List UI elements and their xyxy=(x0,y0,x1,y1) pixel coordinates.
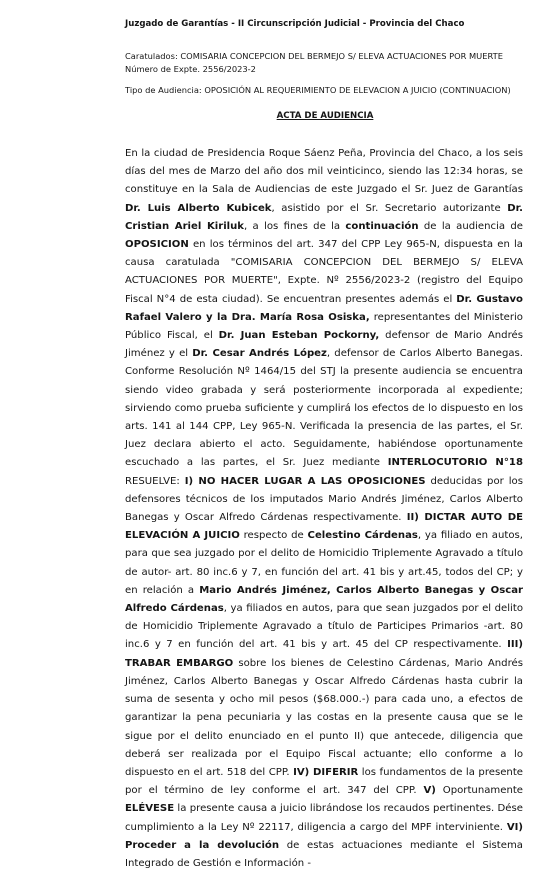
text-run: Oportunamente xyxy=(435,785,524,797)
text-run: sobre los bienes de Celestino Cárdenas, Mario Andrés Jiménez, Carlos Alberto Banegas y Oscar Alfredo Cárdenas hasta cubrir la suma de sesenta y ocho mil pesos ($68.000.-) para cada uno, a efectos de garantizar la pena pecuniaria y las costas en la presente causa que se le sigue por el delito enunciado en el punto II) que antecede, diligencia que deberá ser realizada por el Equipo Fiscal actuante; ello conforme a lo dispuesto en el art. 518 del CPP. xyxy=(125,657,523,778)
document-body xyxy=(125,145,523,873)
bold-text-run: Dr. Gustavo Rafael Valero y la Dra. María Rosa Osiska, xyxy=(125,293,523,323)
text-run: representantes del Ministerio Público Fiscal, el xyxy=(125,311,523,342)
bold-text-run: Dr. Juan Esteban Pockorny, xyxy=(218,330,380,342)
expediente-line: Número de Expte. 2556/2023-2 xyxy=(125,64,256,74)
bold-text-run: II) DICTAR AUTO DE ELEVACIÓN A JUICIO xyxy=(125,512,523,542)
bold-text-run: III) TRABAR EMBARGO xyxy=(125,639,523,669)
bold-text-run: IV) DIFERIR xyxy=(293,766,359,778)
bold-text-run: ELÉVESE xyxy=(125,803,175,815)
text-run: , a los fines de la xyxy=(244,220,346,232)
text-run: , ya filiado en autos, para que sea juzgado por el delito de Homicidio Triplemente Agravado a título de autor- art. 80 inc.6 y 7, en función del art. 41 bis y art.45, todos del CP; y en relación a xyxy=(125,530,523,596)
bold-text-run: V) xyxy=(423,785,436,797)
text-run: respecto de xyxy=(239,530,308,542)
bold-text-run: INTERLOCUTORIO N°18 xyxy=(387,457,523,469)
bold-text-run: Dr. Luis Alberto Kubicek xyxy=(125,202,272,214)
spacer xyxy=(125,76,511,84)
bold-text-run: I) NO HACER LUGAR A LAS OPOSICIONES xyxy=(184,475,426,487)
bold-text-run: Dr. Cesar Andrés López xyxy=(192,348,327,360)
text-run: de estas actuaciones mediante el Sistema Integrado de Gestión e Información - xyxy=(125,839,523,869)
text-run: En la ciudad de Presidencia Roque Sáenz Peña, Provincia del Chaco, a los seis días del mes de Marzo del año dos mil veinticinco, siendo las 12:34 horas, se constituye en la Sala de Audiencias de este Juzgado el Sr. Juez de Garantías xyxy=(125,148,523,196)
court-header: Juzgado de Garantías - II Circunscripción Judicial - Provincia del Chaco xyxy=(125,19,465,29)
audiencia-type-line: Tipo de Audiencia: OPOSICIÓN AL REQUERIMIENTO DE ELEVACION A JUICIO (CONTINUACION) xyxy=(125,85,511,95)
caratulados-line: Caratulados: COMISARIA CONCEPCION DEL BERMEJO S/ ELEVA ACTUACIONES POR MUERTE xyxy=(125,51,503,61)
text-run: de la audiencia de xyxy=(418,220,524,232)
case-info xyxy=(125,50,511,97)
text-run: , defensor de Carlos Alberto Banegas. Conforme Resolución Nº 1464/15 del STJ la presente audiencia se encuentra siendo video grabada y será posteriormente incorporada al expediente; sirviendo como prueba suficiente y cumplirá los efectos de lo dispuesto en los arts. 141 al 144 CPP, Ley 965-N. Verificada la presencia de las partes, el Sr. Juez declara abierto el acto. Seguidamente, habiéndose oportunamente escuchado a las partes, el Sr. Juez mediante xyxy=(125,348,524,469)
document-title: ACTA DE AUDIENCIA xyxy=(276,111,374,121)
bold-text-run: Dr. Cristian Ariel Kiriluk xyxy=(125,202,523,232)
text-run: deducidas por los defensores técnicos de los imputados Mario Andrés Jiménez, Carlos Alberto Banegas y Oscar Alfredo Cárdenas respectivamente. xyxy=(125,475,523,524)
bold-text-run: OPOSICION xyxy=(125,239,189,251)
text-run: defensor de Mario Andrés Jiménez y el xyxy=(125,330,523,360)
text-run: la presente causa a juicio librándose los recaudos pertinentes. Dése cumplimiento a la Ley Nº 22117, diligencia a cargo del MPF interviniente. xyxy=(125,803,523,833)
bold-text-run: VI) Proceder a la devolución xyxy=(125,821,523,851)
bold-text-run: Mario Andrés Jiménez, Carlos Alberto Banegas y Oscar Alfredo Cárdenas xyxy=(125,584,523,615)
body-paragraph xyxy=(125,145,523,873)
text-run: , asistido por el Sr. Secretario autorizante xyxy=(271,202,508,214)
text-run: en los términos del art. 347 del CPP Ley 965-N, dispuesta en la causa caratulada "COMISARIA CONCEPCION DEL BERMEJO S/ ELEVA ACTUACIONES POR MUERTE", Expte. Nº 2556/2023-2 (registro del Equipo Fiscal N°4 de esta ciudad). Se encuentran presentes además el xyxy=(125,239,523,305)
bold-text-run: Celestino Cárdenas xyxy=(307,530,418,542)
text-run: los fundamentos de la presente por el término de ley conforme el art. 347 del CPP. xyxy=(125,766,523,797)
bold-text-run: continuación xyxy=(345,220,419,232)
text-run: RESUELVE: xyxy=(125,475,185,487)
text-run: , ya filiados en autos, para que sean juzgados por el delito de Homicidio Triplemente Agravado a título de Participes Primarios -art. 80 inc.6 y 7 en función del art. 41 bis y art. 45 del CP respectivamente. xyxy=(125,603,523,651)
